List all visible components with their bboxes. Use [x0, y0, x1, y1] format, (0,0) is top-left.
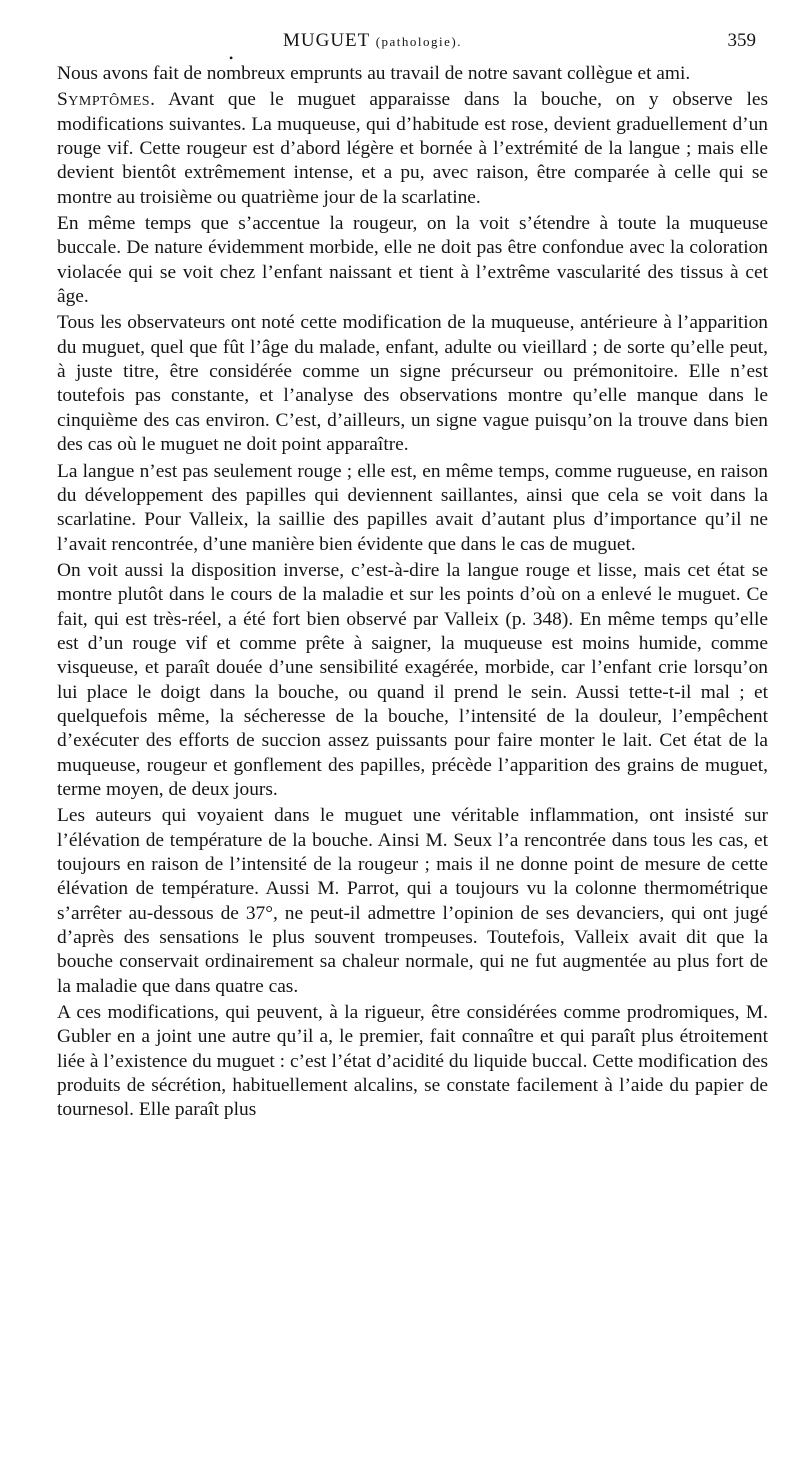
- paragraph-4: [57, 311, 768, 457]
- page-number: 359: [727, 30, 756, 51]
- paragraph-6: [57, 559, 768, 802]
- paragraph-5-text: La langue n’est pas seulement rouge ; elle est, en même temps, comme rugueuse, en raison du développement des papilles qui deviennent saillantes, ainsi que cela se voit dans la scarlatine. Pour Valleix, la saillie des papilles avait d’autant plus d’importance qu’il ne l’avait rencontrée, d’une manière bien évidente que dans le cas de muguet.: [57, 460, 768, 555]
- paragraph-5: [57, 460, 768, 557]
- paragraph-3: [57, 212, 768, 309]
- paragraph-7-text: Les auteurs qui voyaient dans le muguet une véritable inflammation, ont insisté sur l’élévation de température de la bouche. Ainsi M. Seux l’a rencontrée dans tous les cas, et toujours en raison de l’intensité de la rougeur ; mais il ne donne point de mesure de cette élévation de température. Aussi M. Parrot, qui a toujours vu la colonne thermométrique s’arrêter au-dessous de 37°, ne peut-il admettre l’opinion de ses devanciers, qui ont jugé d’après des sensations le plus souvent trompeuses. Toutefois, Valleix avait dit que la bouche conservait ordinairement sa chaleur normale, qui ne fut augmentée au plus fort de la maladie que dans quatre cas.: [57, 805, 768, 997]
- paragraph-1: [57, 62, 768, 86]
- running-title-main: MUGUET: [283, 30, 370, 51]
- paragraph-2: [57, 88, 768, 210]
- paragraph-2-text: Avant que le muguet apparaisse dans la bouche, on y observe les modifications suivantes. La muqueuse, qui d’habitude est rose, devient graduellement d’un rouge vif. Cette rougeur est d’abord légère et bornée à l’extrémité de la langue ; mais elle devient bientôt extrêmement intense, et a pu, avec raison, être comparée à celle qui se montre au troisième ou quatrième jour de la scarlatine.: [57, 89, 768, 208]
- header-dot: •: [229, 51, 234, 65]
- paragraph-4-text: Tous les observateurs ont noté cette modification de la muqueuse, antérieure à l’apparition du muguet, quel que fût l’âge du malade, enfant, adulte ou vieillard ; de sorte qu’elle peut, à juste titre, être considérée comme un signe précurseur ou prémonitoire. Elle n’est toutefois pas constante, et l’analyse des observations montre qu’elle manque dans le cinquième des cas environ. C’est, d’ailleurs, un signe vague puisqu’on la trouve dans bien des cas où le muguet ne doit point apparaître.: [57, 312, 768, 456]
- running-head: [0, 30, 800, 65]
- running-title-paren: (pathologie).: [375, 34, 462, 49]
- paragraph-3-text: En même temps que s’accentue la rougeur, on la voit s’étendre à toute la muqueuse buccale. De nature évidemment morbide, elle ne doit pas être confondue avec la coloration violacée qui se voit chez l’enfant naissant et tient à l’extrême vascularité des tissus à cet âge.: [57, 213, 768, 308]
- paragraph-8: [57, 1001, 768, 1123]
- paragraph-1-text: Nous avons fait de nombreux emprunts au travail de notre savant collègue et ami.: [57, 63, 691, 84]
- paragraph-6-text: On voit aussi la disposition inverse, c’est-à-dire la langue rouge et lisse, mais cet état se montre plutôt dans le cours de la maladie et sur les points d’où on a enlevé le muguet. Ce fait, qui est très-réel, a été fort bien observé par Valleix (p. 348). En même temps qu’elle est d’un rouge vif et comme prête à saigner, la muqueuse est moins humide, comme visqueuse, et paraît douée d’une sensibilité exagérée, morbide, car l’enfant crie lorsqu’on lui place le doigt dans la bouche, ou quand il prend le sein. Aussi tette-t-il mal ; et quelquefois même, la sécheresse de la bouche, l’intensité de la douleur, l’empêchent d’exécuter des efforts de succion assez puissants pour faire monter le lait. Cet état de la muqueuse, rougeur et gonflement des papilles, précède l’apparition des grains de muguet, terme moyen, de deux jours.: [57, 559, 768, 800]
- section-heading-symptomes: Symptômes.: [57, 89, 156, 111]
- paragraph-8-text: A ces modifications, qui peuvent, à la rigueur, être considérées comme prodromiques, M. Gubler en a joint une autre qu’il a, le premier, fait connaître et qui paraît plus étroitement liée à l’existence du muguet : c’est l’état d’acidité du liquide buccal. Cette modification des produits de sécrétion, habituellement alcalins, se constate facilement à l’aide du papier de tournesol. Elle paraît plus: [57, 1002, 768, 1121]
- running-title: [283, 30, 462, 52]
- body-text: [57, 62, 768, 1125]
- paragraph-7: [57, 804, 768, 999]
